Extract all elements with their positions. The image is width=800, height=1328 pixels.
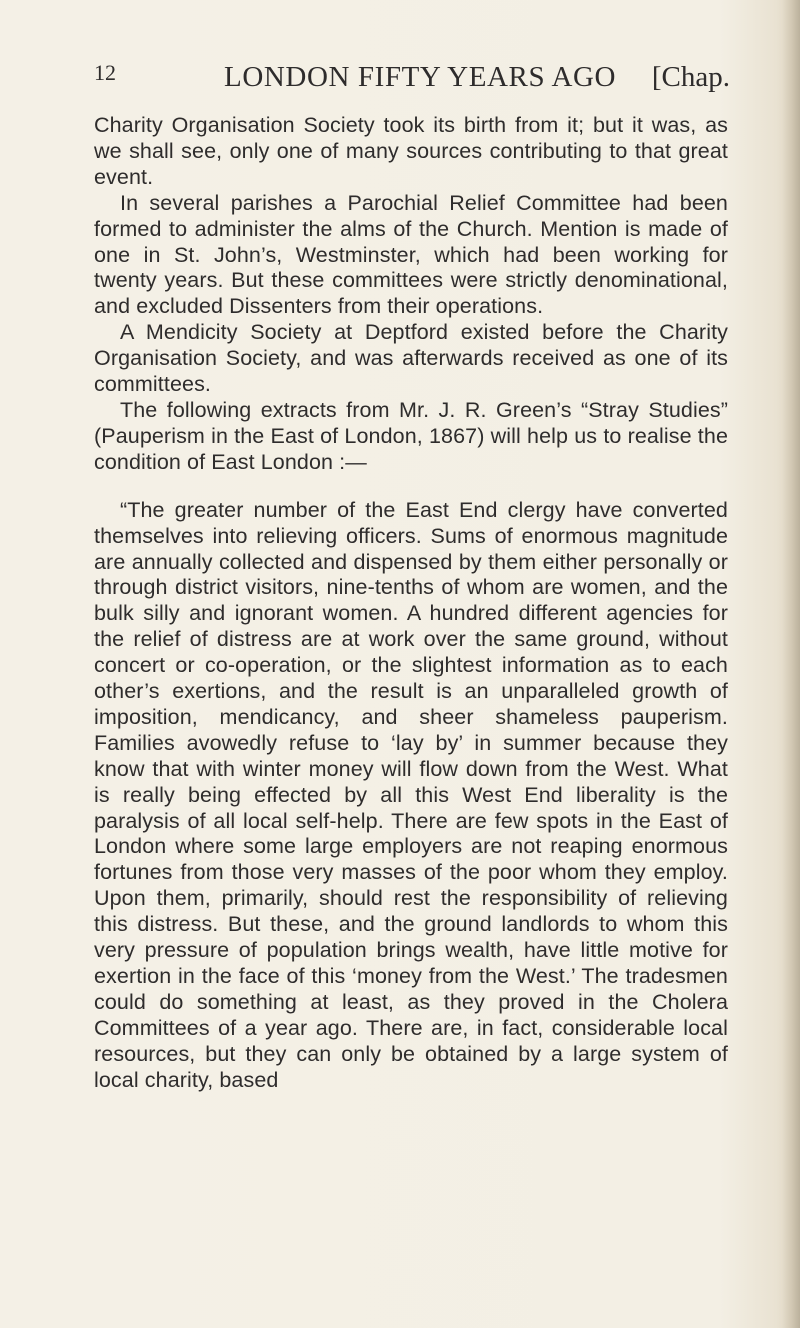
page-edge-shadow bbox=[782, 0, 800, 1328]
page-number: 12 bbox=[94, 60, 116, 85]
paragraph-quotation: “The greater number of the East End clergy have converted themselves into relieving officers. Sums of enormous magnitude are annually collected and dispensed by them either personally or through district visitors, nine-tenths of whom are women, and the bulk silly and ignorant women. A hundred different agencies for the relief of distress are at work over the same ground, without concert or co-operation, or the slightest information as to each other’s exertions, and the result is an unparalleled growth of imposition, mendicancy, and sheer shameless pauperism. Families avowedly refuse to ‘lay by’ in summer because they know that with winter money will flow down from the West. What is really being effected by all this West End liberality is the paralysis of all local self-help. There are few spots in the East of London where some large employers are not reaping enormous fortunes from those very masses of the poor whom they employ. Upon them, primarily, should rest the responsibility of relieving this distress. But these, and the ground landlords to whom this very pressure of population brings wealth, have little motive for exertion in the face of this ‘money from the West.’ The tradesmen could do something at least, as they proved in the Cholera Committees of a year ago. There are, in fact, considerable local resources, but they can only be obtained by a large system of local charity, based bbox=[94, 497, 728, 1092]
running-head-title: LONDON FIFTY YEARS AGO bbox=[224, 61, 617, 93]
running-head bbox=[94, 60, 734, 100]
running-head-chapter: [Chap. bbox=[651, 61, 730, 93]
paragraph-continuation: Charity Organisation Society took its birth from it; but it was, as we shall see, only one of many sources contributing to that great event. bbox=[94, 113, 728, 189]
paragraph-mendicity-society: A Mendicity Society at Deptford existed before the Charity Organisation Society, and was afterwards received as one of its committees. bbox=[94, 320, 728, 397]
paragraph-green-extracts: The following extracts from Mr. J. R. Green’s “Stray Studies” (Pauperism in the East of London, 1867) will help us to realise the condition of East London :— bbox=[94, 397, 728, 474]
body-text bbox=[94, 113, 728, 1094]
paragraph-parochial-relief: In several parishes a Parochial Relief Committee had been formed to administer the alms of the Church. Mention is made of one in St. John’s, Westminster, which had been working for twenty years. But these committees were strictly denominational, and excluded Dissenters from their operations. bbox=[94, 190, 728, 319]
